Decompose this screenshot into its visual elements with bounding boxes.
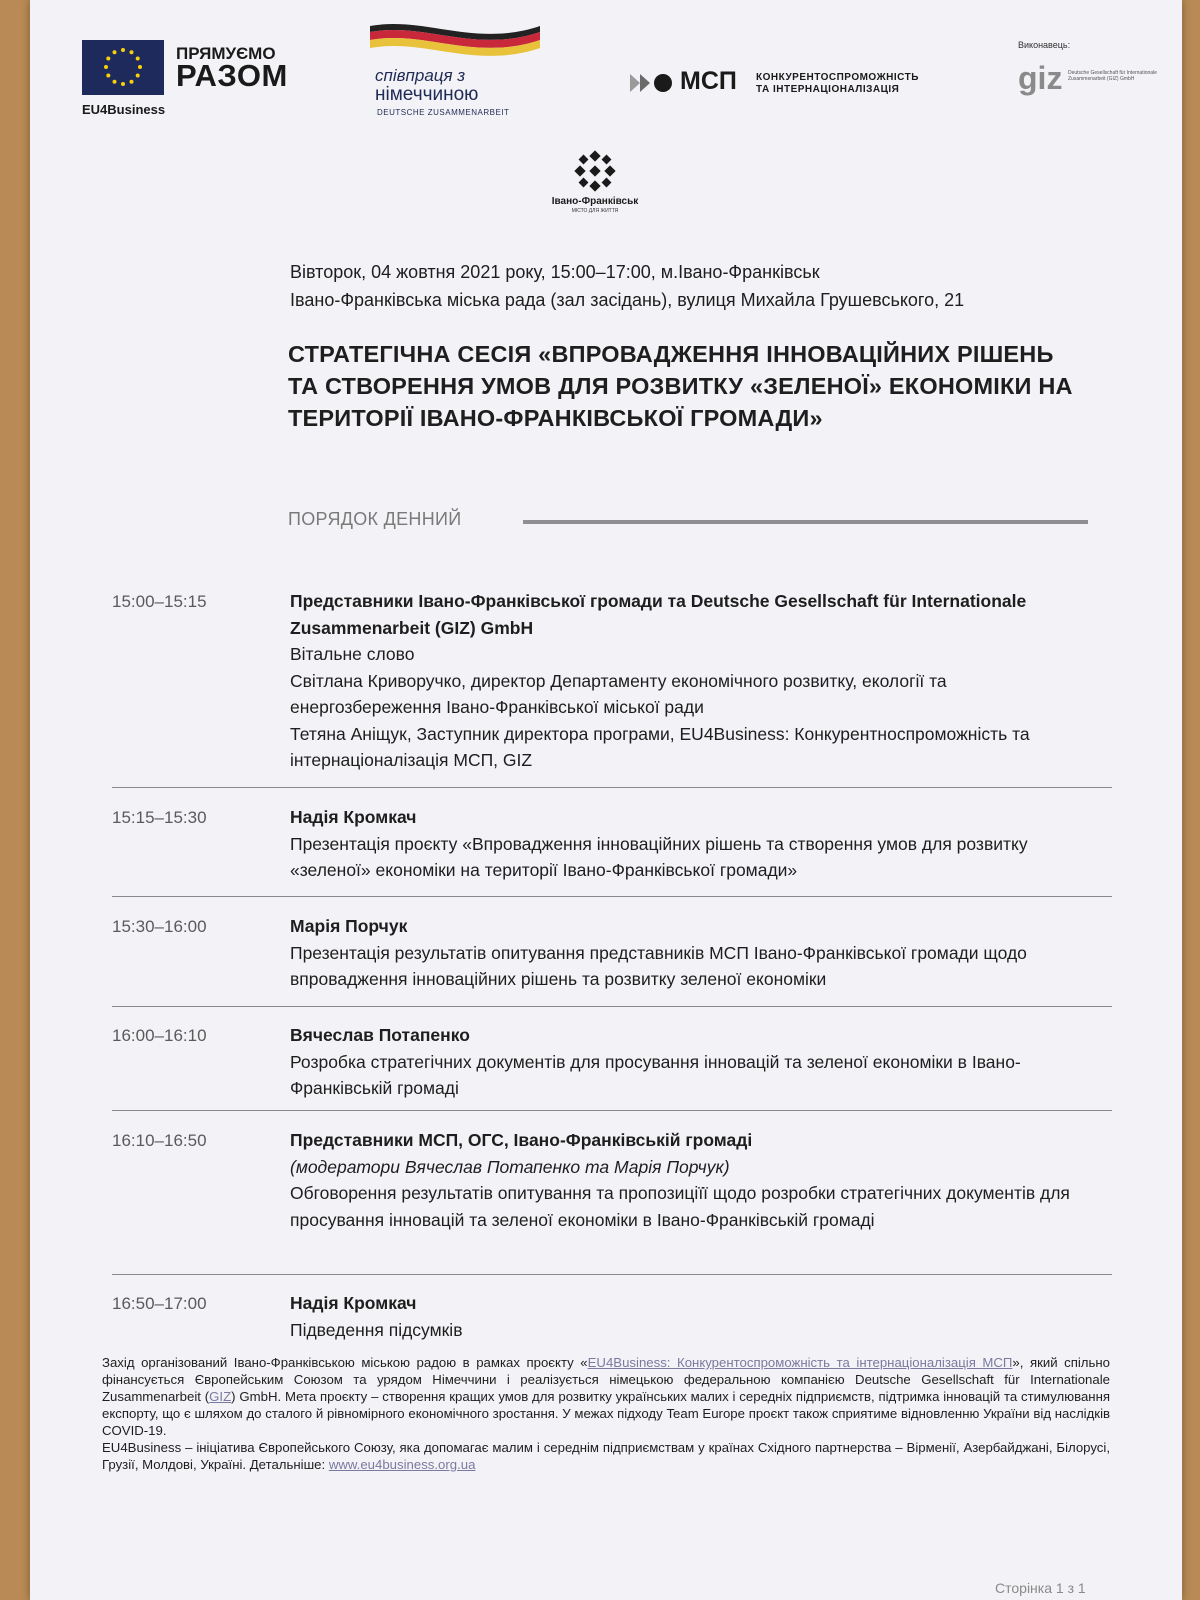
agenda-item bbox=[290, 913, 1100, 993]
agenda-time: 15:30–16:00 bbox=[112, 917, 207, 936]
eu-logo-sub: EU4Business bbox=[82, 102, 166, 117]
agenda-speaker: Представники Івано-Франківської громади та Deutsche Gesellschaft für Internationale Zusammenarbeit (GIZ) GmbH bbox=[290, 591, 1027, 638]
msp-arrows-icon bbox=[630, 70, 676, 96]
agenda-description: Світлана Криворучко, директор Департаменту економічного розвитку, екології та енергозбереження Івано-Франківської міської ради bbox=[290, 670, 947, 717]
city-logo-name: Івано-Франківськ bbox=[551, 196, 639, 207]
agenda-item bbox=[290, 588, 1100, 774]
giz-link[interactable]: GIZ bbox=[209, 1389, 232, 1404]
agenda-time: 16:10–16:50 bbox=[112, 1131, 207, 1150]
msp-logo-main: МСП bbox=[680, 67, 737, 95]
agenda-time: 16:50–17:00 bbox=[112, 1294, 207, 1313]
eu-logo-line2: РАЗОМ bbox=[176, 58, 288, 93]
giz-logo: giz bbox=[1018, 60, 1063, 96]
event-title: СТРАТЕГІЧНА СЕСІЯ «ВПРОВАДЖЕННЯ ІННОВАЦІЙНИХ РІШЕНЬ ТА СТВОРЕННЯ УМОВ ДЛЯ РОЗВИТКУ «ЗЕЛЕНОЇ» ЕКОНОМІКИ НА ТЕРИТОРІЇ ІВАНО-ФРАНКІВСЬКОЇ ГРОМАДИ» bbox=[288, 341, 1073, 431]
agenda-speaker: Марія Порчук bbox=[290, 916, 408, 936]
ivano-frankivsk-logo bbox=[535, 150, 655, 220]
agenda-description: Розробка стратегічних документів для просування інновацій та зеленої економіки в Івано-Франківській громаді bbox=[290, 1051, 1021, 1098]
eu-logo-line1: ПРЯМУЄМО bbox=[176, 44, 276, 63]
agenda-divider bbox=[112, 1274, 1112, 1275]
city-logo-tagline: МІСТО ДЛЯ ЖИТТЯ bbox=[571, 208, 619, 214]
agenda-description: Тетяна Аніщук, Заступник директора програми, EU4Business: Конкурентноспроможність та інтернаціоналізація МСП, GIZ bbox=[290, 723, 1030, 770]
agenda-description: Презентація результатів опитування представників МСП Івано-Франківської громади щодо впровадження інноваційних рішень та розвитку зеленої економіки bbox=[290, 942, 1027, 989]
agenda-speaker: Вячеслав Потапенко bbox=[290, 1025, 470, 1045]
agenda-heading: ПОРЯДОК ДЕННИЙ bbox=[288, 509, 462, 529]
agenda-heading-rule bbox=[523, 520, 1088, 524]
agenda-speaker: Надія Кромкач bbox=[290, 1293, 417, 1313]
implementer-label: Виконавець: bbox=[1018, 40, 1071, 50]
footer-text: Захід організований Івано-Франківською міською радою в рамках проєкту « bbox=[102, 1355, 588, 1370]
website-link[interactable]: www.eu4business.org.ua bbox=[328, 1457, 476, 1472]
footer-paragraph bbox=[102, 1354, 1110, 1439]
agenda-item bbox=[290, 1127, 1100, 1233]
agenda-description: Вітальне слово bbox=[290, 644, 415, 664]
footer-text: », який спільно фінансується Європейським Союзом та урядом Німеччини і реалізується німецькою федеральною компанією Deutsche Gesellschaft für Internationale Zusammenarbeit ( bbox=[102, 1355, 1110, 1404]
agenda-description: Обговорення результатів опитування та пропозиціїї щодо розробки стратегічних документів для просування інновацій та зеленої економіки в Івано-Франківській громаді bbox=[290, 1183, 1070, 1230]
german-flag-wave-icon bbox=[365, 18, 565, 68]
agenda-time: 15:00–15:15 bbox=[112, 592, 207, 611]
agenda-divider bbox=[112, 896, 1112, 897]
eu-stars-icon bbox=[103, 47, 143, 87]
agenda-divider bbox=[112, 1110, 1112, 1111]
agenda-divider bbox=[112, 787, 1112, 788]
agenda-description: Підведення підсумків bbox=[290, 1319, 463, 1340]
agenda-moderators: (модератори Вячеслав Потапенко та Марія Порчук) bbox=[290, 1156, 730, 1177]
agenda-speaker: Представники МСП, ОГС, Івано-Франківській громаді bbox=[290, 1130, 753, 1150]
logo-header bbox=[30, 0, 1182, 230]
eu-flag-icon bbox=[82, 40, 164, 95]
german-cooperation-logo bbox=[365, 18, 565, 123]
agenda-divider bbox=[112, 1006, 1112, 1007]
page-number: Сторінка 1 з 1 bbox=[995, 1580, 1086, 1596]
footer-paragraph bbox=[102, 1439, 1110, 1473]
agenda-item bbox=[290, 1290, 1100, 1343]
german-logo-line3: DEUTSCHE ZUSAMMENARBEIT bbox=[377, 108, 510, 117]
agenda-time: 16:00–16:10 bbox=[112, 1026, 207, 1045]
footer-note bbox=[102, 1354, 1110, 1473]
event-venue: Івано-Франківська міська рада (зал засідань), вулиця Михайла Грушевського, 21 bbox=[290, 290, 965, 310]
agenda-description: Презентація проєкту «Впровадження інноваційних рішень та створення умов для розвитку «зеленої» економіки на території Івано-Франківської громади» bbox=[290, 833, 1028, 880]
footer-text: EU4Business – ініціатива Європейського Союзу, яка допомагає малим і середнім підприємствам у країнах Східного партнерства – Вірменії, Азербайджані, Білорусі, Грузії, Молдові, Україні. Детальніше: bbox=[102, 1440, 1110, 1472]
agenda-item bbox=[290, 1022, 1100, 1102]
agenda-time: 15:15–15:30 bbox=[112, 808, 207, 827]
event-date: Вівторок, 04 жовтня 2021 року, 15:00–17:00, м.Івано-Франківськ bbox=[290, 262, 820, 282]
agenda-speaker: Надія Кромкач bbox=[290, 807, 417, 827]
msp-logo-line2: ТА ІНТЕРНАЦІОНАЛІЗАЦІЯ bbox=[756, 84, 900, 95]
footer-text: ) GmbH. Мета проєкту – створення кращих умов для розвитку українських малих і середніх підприємств, підтримка інновацій та стимулювання експорту, що є шляхом до сталого й рівномірного економічного зростання. У межах підходу Team Europe проєкт також сприятиме відновленню України від наслідків COVID-19. bbox=[102, 1389, 1110, 1438]
giz-logo-caption: Deutsche Gesellschaft für Internationale Zusammenarbeit (GIZ) GmbH bbox=[1068, 70, 1157, 82]
document-page bbox=[30, 0, 1182, 1600]
german-logo-line1: співпраця з bbox=[375, 66, 466, 85]
project-link[interactable]: EU4Business: Конкурентоспроможність та інтернаціоналізація МСП bbox=[587, 1355, 1013, 1370]
agenda-item bbox=[290, 804, 1100, 884]
german-logo-line2: німеччиною bbox=[375, 84, 479, 105]
msp-logo-line1: КОНКУРЕНТОСПРОМОЖНІСТЬ bbox=[756, 72, 919, 83]
city-emblem-icon bbox=[572, 150, 618, 192]
